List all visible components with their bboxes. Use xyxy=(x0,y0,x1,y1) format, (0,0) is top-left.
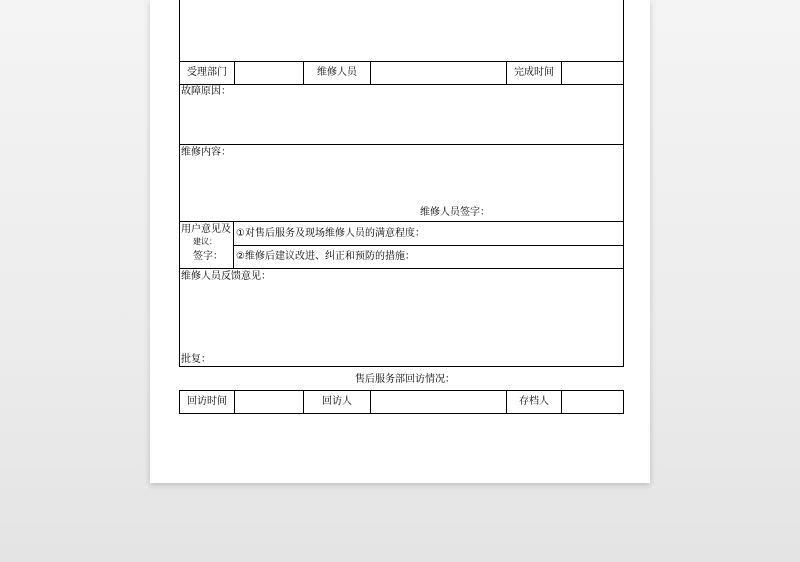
followup-time-field[interactable] xyxy=(235,391,303,413)
top-blank-section xyxy=(179,0,624,61)
improvement-item[interactable]: ②维修后建议改进、纠正和预防的措施： xyxy=(236,251,415,262)
fault-reason-section[interactable] xyxy=(179,84,624,145)
approval-label: 批复： xyxy=(181,354,211,365)
done-time-label: 完成时间 xyxy=(514,67,554,78)
followup-person-label: 回访人 xyxy=(322,396,352,407)
followup-time-label: 回访时间 xyxy=(187,396,227,407)
staff-field[interactable] xyxy=(371,62,506,84)
satisfaction-item[interactable]: ①对售后服务及现场维修人员的满意程度： xyxy=(236,228,425,239)
user-opinion-label-line2: 建议： xyxy=(193,237,217,246)
dept-label: 受理部门 xyxy=(187,67,227,78)
done-time-field[interactable] xyxy=(562,62,623,84)
staff-feedback-label: 维修人员反馈意见： xyxy=(181,271,271,282)
archive-person-field[interactable] xyxy=(562,391,623,413)
staff-feedback-section[interactable] xyxy=(179,268,624,367)
user-opinion-label-line1: 用户意见及 xyxy=(181,224,231,235)
repair-content-section[interactable] xyxy=(179,144,624,222)
fault-reason-label: 故障原因： xyxy=(181,86,231,97)
user-signature-label: 签字： xyxy=(193,251,223,262)
archive-person-label: 存档人 xyxy=(519,396,549,407)
divider xyxy=(233,245,624,246)
dept-field[interactable] xyxy=(235,62,303,84)
followup-title: 售后服务部回访情况： xyxy=(355,374,455,385)
repair-content-label: 维修内容： xyxy=(181,147,231,158)
staff-signature-label: 维修人员签字： xyxy=(420,207,490,218)
staff-label: 维修人员 xyxy=(317,67,357,78)
followup-person-field[interactable] xyxy=(371,391,506,413)
